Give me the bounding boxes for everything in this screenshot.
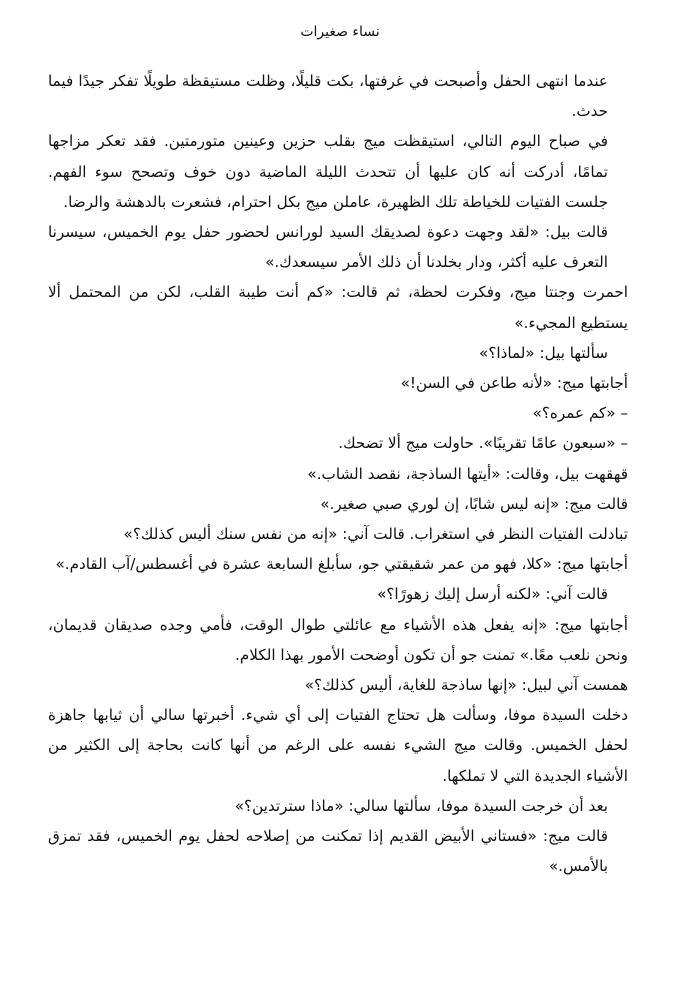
paragraph: همست آني لبيل: «إنها ساذجة للغاية، أليس كذلك؟» [304, 676, 628, 695]
paragraph: أجابتها ميج: «كلا، فهو من عمر شقيقتي جو، سأبلغ السابعة عشرة في أغسطس/آب القادم.» [55, 555, 628, 574]
paragraph: قالت بيل: «لقد وجهت دعوة لصديقك السيد لورانس لحضور حفل يوم الخميس، سيسرنا التعرف عليه أكثر، ودار بخلدنا أن ذلك الأمر سيسعدك.» [48, 223, 608, 272]
paragraph: بعد أن خرجت السيدة موفا، سألتها سالي: «ماذا سترتدين؟» [234, 796, 608, 815]
paragraph: دخلت السيدة موفا، وسألت هل تحتاج الفتيات إلى أي شيء. أخبرتها سالي أن ثيابها جاهزة لحفل الخميس. وقالت ميج الشيء نفسه على الرغم من أنها كانت بحاجة إلى الكثير من الأشياء الجديدة التي لا تملكها. [48, 706, 628, 785]
paragraph: سألتها بيل: «لماذا؟» [479, 343, 608, 362]
paragraph: أجابتها ميج: «إنه يفعل هذه الأشياء مع عائلتي طوال الوقت، فأمي وجده صديقان قديمان، ونحن نلعب معًا.» تمنت جو أن تكون أوضحت الأمور بهذا الكلام. [48, 615, 628, 664]
paragraph: تبادلت الفتيات النظر في استغراب. قالت آني: «إنه من نفس سنك أليس كذلك؟» [123, 525, 628, 544]
paragraph: أجابتها ميج: «لأنه طاعن في السن!» [400, 374, 628, 393]
paragraph: – «سبعون عامًا تقريبًا». حاولت ميج ألا تضحك. [338, 434, 628, 453]
paragraph: احمرت وجنتا ميج، وفكرت لحظة، ثم قالت: «كم أنت طيبة القلب، لكن من المحتمل ألا يستطيع المجيء.» [48, 283, 628, 332]
paragraph: قالت ميج: «إنه ليس شابًا، إن لوري صبي صغير.» [320, 494, 628, 513]
body-text [48, 66, 628, 881]
paragraph: قالت ميج: «فستاني الأبيض القديم إذا تمكنت من إصلاحه لحفل يوم الخميس، فقد تمزق بالأمس.» [48, 827, 608, 876]
paragraph: في صباح اليوم التالي، استيقظت ميج بقلب حزين وعينين متورمتين. فقد تعكر مزاجها تمامًا، أدركت أنه كان عليها أن تتحدث الليلة الماضية دون خوف وتصحح سوء الفهم. جلست الفتيات للخياطة تلك الظهيرة، عاملن ميج بكل احترام، فشعرت بالدهشة والرضا. [48, 132, 608, 211]
paragraph: قالت آني: «لكنه أرسل إليك زهورًا؟» [377, 585, 608, 604]
running-header: نساء صغيرات [300, 24, 380, 40]
paragraph: قهقهت بيل، وقالت: «أيتها الساذجة، نقصد الشاب.» [307, 464, 628, 483]
paragraph: عندما انتهى الحفل وأصبحت في غرفتها، بكت قليلًا، وظلت مستيقظة طويلًا تفكر جيدًا فيما حدث. [48, 72, 608, 121]
paragraph: – «كم عمره؟» [532, 404, 628, 423]
